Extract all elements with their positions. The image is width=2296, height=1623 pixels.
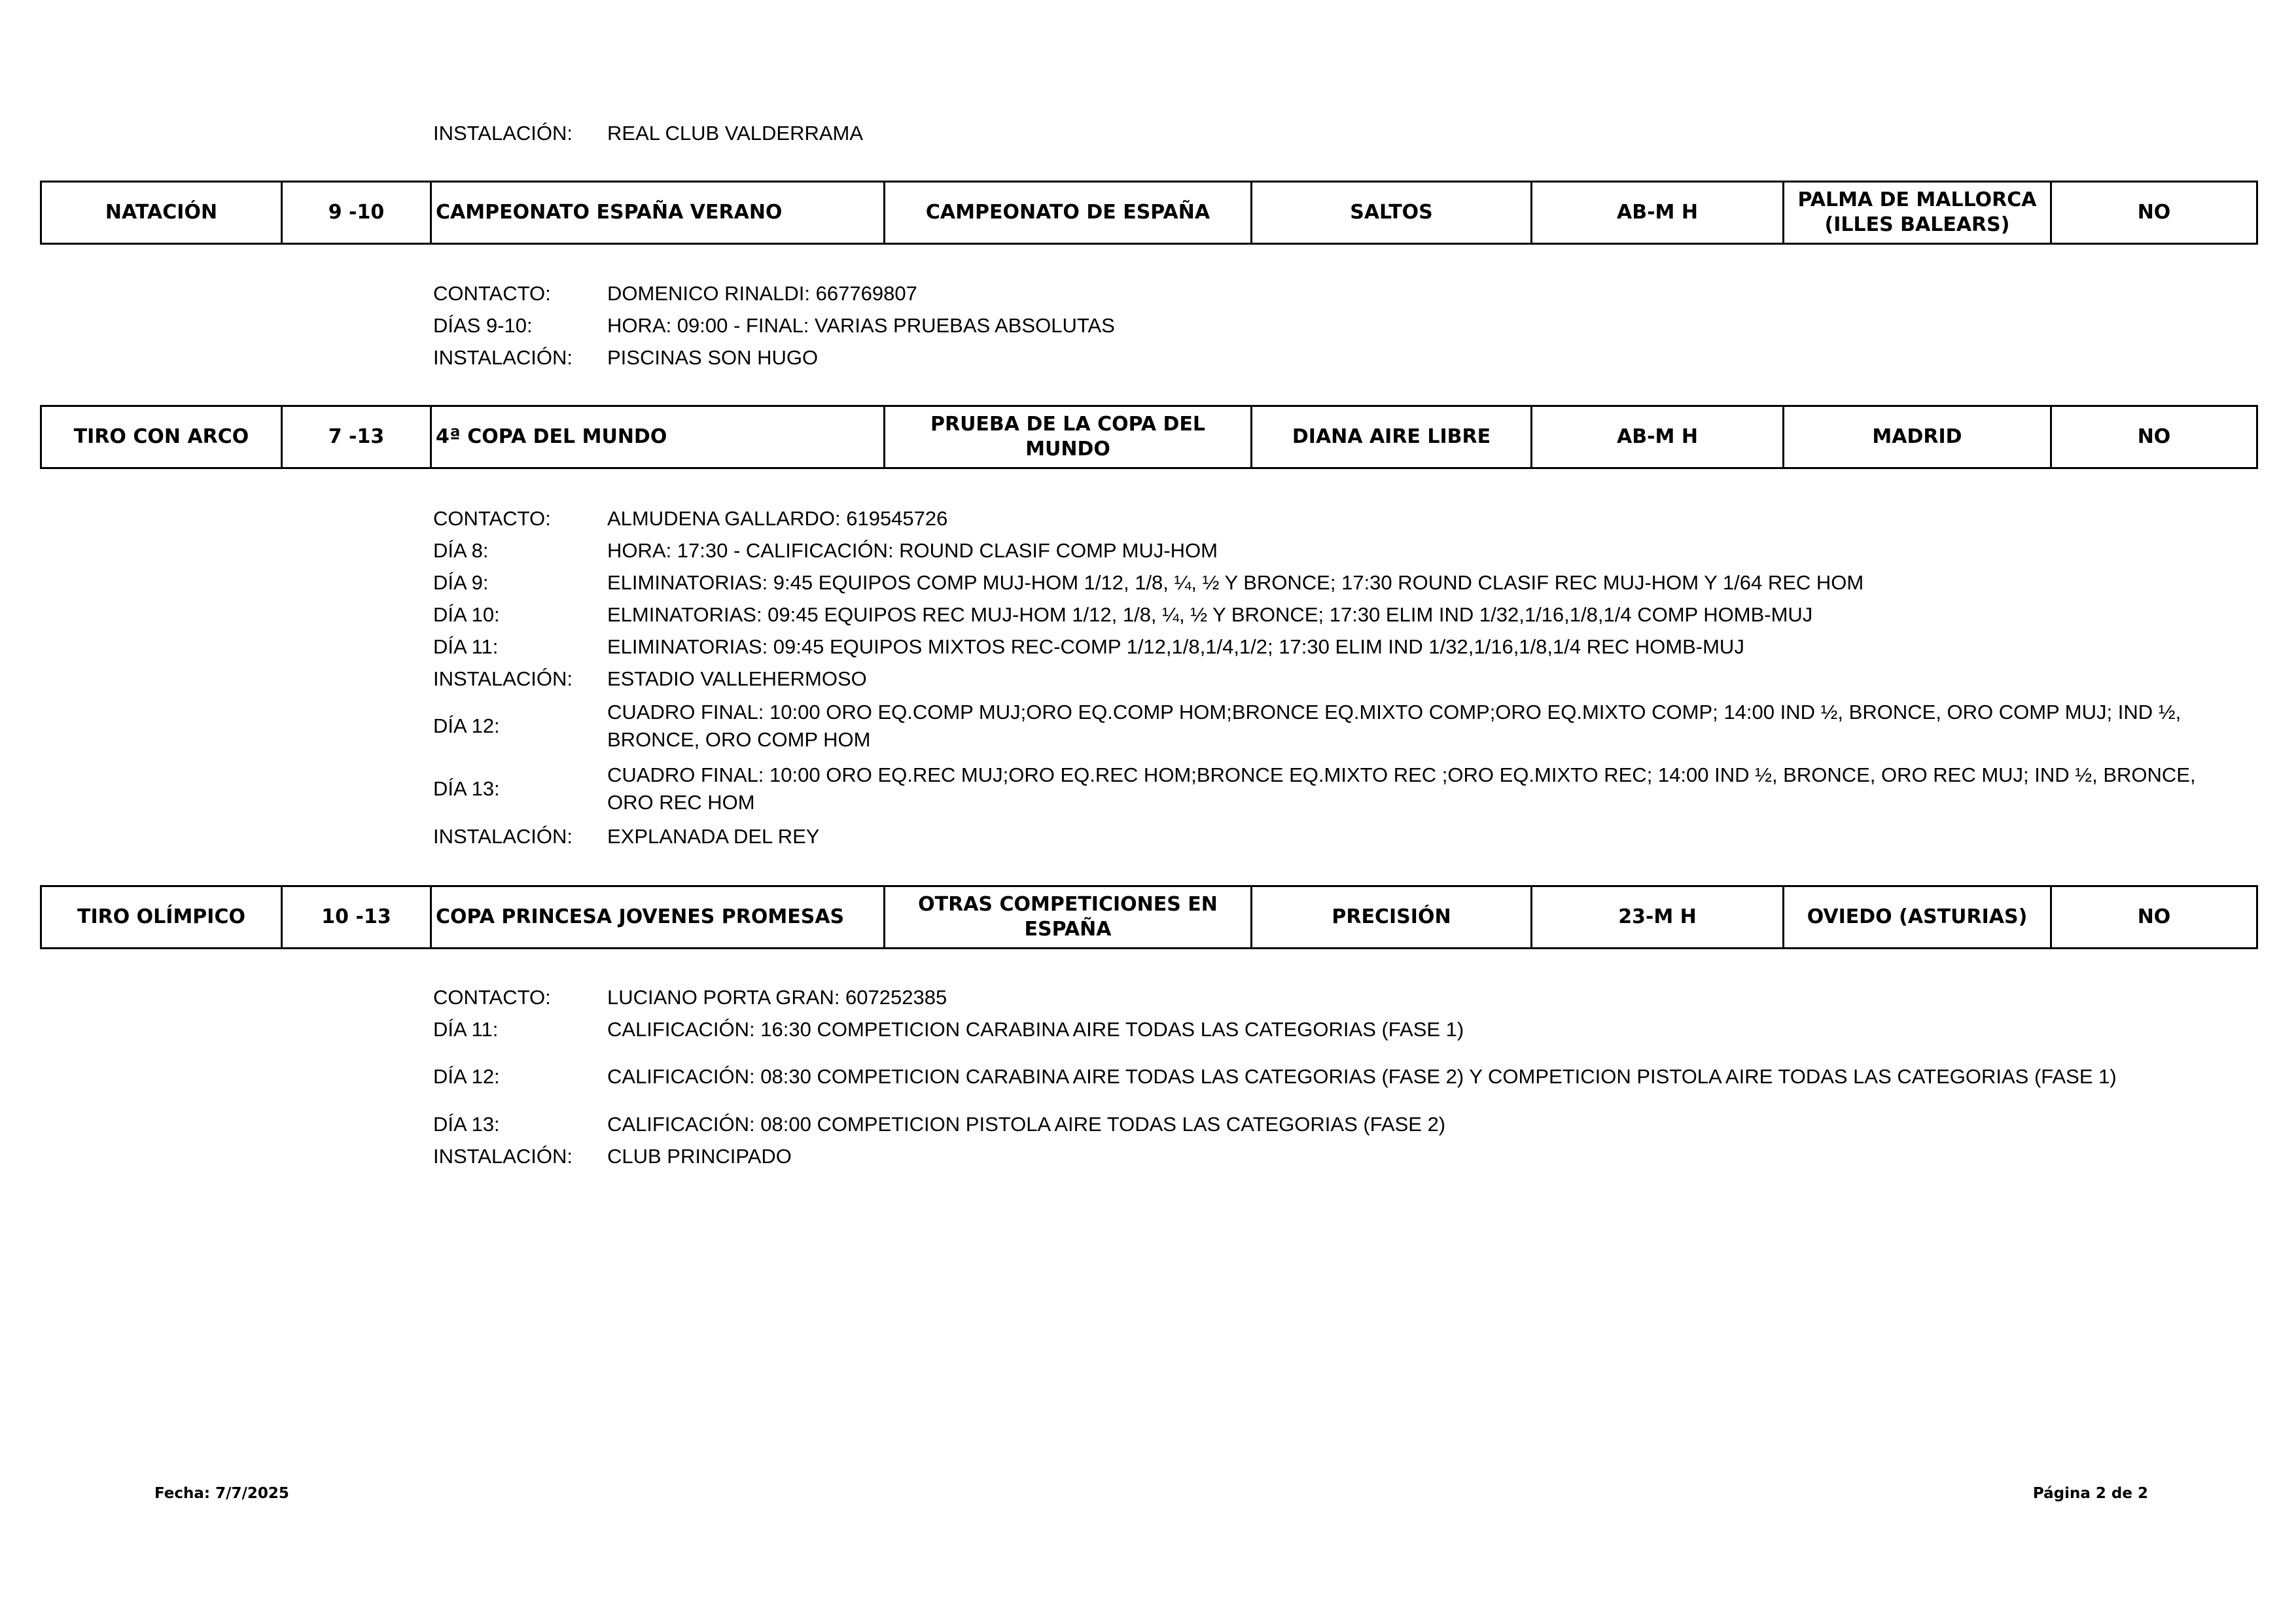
detail-row <box>433 341 2223 374</box>
detail-label: DÍA 12: <box>433 1065 500 1088</box>
event-discipline: PRECISIÓN <box>1252 886 1532 949</box>
event-type: CAMPEONATO DE ESPAÑA <box>885 182 1252 244</box>
event-category: 23-M H <box>1532 886 1784 949</box>
detail-label: CONTACTO: <box>433 506 551 530</box>
event-location: OVIEDO (ASTURIAS) <box>1784 886 2051 949</box>
event-name: COPA PRINCESA JOVENES PROMESAS <box>431 886 885 949</box>
detail-value: ELMINATORIAS: 09:45 EQUIPOS REC MUJ-HOM 1/12, 1/8, ¼, ½ Y BRONCE; 17:30 ELIM IND 1/32,1/16,1/8,1/4 COMP HOMB-MUJ <box>607 602 1813 626</box>
detail-value: CLUB PRINCIPADO <box>607 1144 792 1168</box>
detail-value: CALIFICACIÓN: 08:00 COMPETICION PISTOLA AIRE TODAS LAS CATEGORIAS (FASE 2) <box>607 1112 1446 1136</box>
detail-row <box>433 758 2223 820</box>
detail-label: DÍA 12: <box>433 714 500 737</box>
detail-value: ALMUDENA GALLARDO: 619545726 <box>607 506 948 530</box>
event-sport: TIRO CON ARCO <box>41 406 282 468</box>
event-location: MADRID <box>1784 406 2051 468</box>
detail-label: INSTALACIÓN: <box>433 667 573 690</box>
detail-label: INSTALACIÓN: <box>433 121 573 145</box>
detail-value: REAL CLUB VALDERRAMA <box>607 121 864 145</box>
detail-row <box>433 309 2223 341</box>
detail-value: HORA: 17:30 - CALIFICACIÓN: ROUND CLASIF COMP MUJ-HOM <box>607 538 1218 562</box>
event-days: 9 -10 <box>282 182 431 244</box>
event-details-natacion <box>433 277 2223 374</box>
footer-page-number: Página 2 de 2 <box>2032 1485 2148 1502</box>
event-details-tiro-olimpico <box>433 981 2223 1172</box>
detail-label: DÍA 11: <box>433 1017 499 1041</box>
detail-label: DÍAS 9-10: <box>433 313 533 337</box>
event-category: AB-M H <box>1532 406 1784 468</box>
event-days: 7 -13 <box>282 406 431 468</box>
event-category: AB-M H <box>1532 182 1784 244</box>
event-type: PRUEBA DE LA COPA DEL MUNDO <box>885 406 1252 468</box>
detail-row <box>433 695 2223 758</box>
event-flag: NO <box>2051 406 2257 468</box>
detail-value: CUADRO FINAL: 10:00 ORO EQ.REC MUJ;ORO EQ.REC HOM;BRONCE EQ.MIXTO REC ;ORO EQ.MIXTO REC; 14:00 IND ½, BRONCE, ORO REC MUJ; IND ½, BRONCE, ORO REC HOM <box>607 763 2196 814</box>
detail-label: INSTALACIÓN: <box>433 345 573 369</box>
detail-label: DÍA 13: <box>433 777 500 800</box>
top-detail-block <box>433 117 2223 149</box>
detail-label: DÍA 9: <box>433 570 489 594</box>
event-flag: NO <box>2051 886 2257 949</box>
detail-label: CONTACTO: <box>433 985 551 1009</box>
detail-row <box>433 1045 2223 1108</box>
detail-value: CALIFICACIÓN: 16:30 COMPETICION CARABINA AIRE TODAS LAS CATEGORIAS (FASE 1) <box>607 1017 1464 1041</box>
detail-row <box>433 820 2223 852</box>
detail-row <box>433 1108 2223 1140</box>
detail-label: DÍA 13: <box>433 1112 500 1136</box>
detail-value: HORA: 09:00 - FINAL: VARIAS PRUEBAS ABSOLUTAS <box>607 313 1115 337</box>
detail-row <box>433 277 2223 309</box>
detail-row <box>433 1013 2223 1045</box>
event-discipline: SALTOS <box>1252 182 1532 244</box>
detail-label: CONTACTO: <box>433 281 551 305</box>
detail-value: LUCIANO PORTA GRAN: 607252385 <box>607 985 947 1009</box>
detail-label: DÍA 8: <box>433 538 489 562</box>
event-name: CAMPEONATO ESPAÑA VERANO <box>431 182 885 244</box>
detail-row <box>433 117 2223 149</box>
detail-row <box>433 631 2223 663</box>
detail-value: ELIMINATORIAS: 9:45 EQUIPOS COMP MUJ-HOM 1/12, 1/8, ¼, ½ Y BRONCE; 17:30 ROUND CLASIF REC MUJ-HOM Y 1/64 REC HOM <box>607 570 1864 594</box>
detail-value: ELIMINATORIAS: 09:45 EQUIPOS MIXTOS REC-COMP 1/12,1/8,1/4,1/2; 17:30 ELIM IND 1/32,1/16,1/8,1/4 REC HOMB-MUJ <box>607 635 1744 658</box>
event-row-tiro-olimpico <box>40 885 2258 949</box>
detail-value: ESTADIO VALLEHERMOSO <box>607 667 867 690</box>
detail-label: INSTALACIÓN: <box>433 1144 573 1168</box>
event-days: 10 -13 <box>282 886 431 949</box>
footer-date: Fecha: 7/7/2025 <box>154 1485 289 1502</box>
detail-row <box>433 502 2223 534</box>
detail-value: DOMENICO RINALDI: 667769807 <box>607 281 917 305</box>
detail-row <box>433 981 2223 1013</box>
detail-row <box>433 599 2223 631</box>
detail-value: CUADRO FINAL: 10:00 ORO EQ.COMP MUJ;ORO EQ.COMP HOM;BRONCE EQ.MIXTO COMP;ORO EQ.MIXTO COMP; 14:00 IND ½, BRONCE, ORO COMP MUJ; IND ½, BRONCE, ORO COMP HOM <box>607 701 2181 751</box>
event-type: OTRAS COMPETICIONES EN ESPAÑA <box>885 886 1252 949</box>
detail-value: EXPLANADA DEL REY <box>607 824 820 848</box>
event-location: PALMA DE MALLORCA (ILLES BALEARS) <box>1784 182 2051 244</box>
detail-label: DÍA 10: <box>433 602 500 626</box>
event-flag: NO <box>2051 182 2257 244</box>
detail-value: PISCINAS SON HUGO <box>607 345 819 369</box>
detail-row <box>433 534 2223 567</box>
event-sport: NATACIÓN <box>41 182 282 244</box>
detail-row <box>433 663 2223 695</box>
detail-label: INSTALACIÓN: <box>433 824 573 848</box>
event-row-tiro-con-arco <box>40 405 2258 469</box>
event-details-tiro-con-arco <box>433 502 2223 852</box>
detail-row <box>433 1140 2223 1172</box>
event-row-natacion <box>40 181 2258 245</box>
detail-value: CALIFICACIÓN: 08:30 COMPETICION CARABINA AIRE TODAS LAS CATEGORIAS (FASE 2) Y COMPETICION PISTOLA AIRE TODAS LAS CATEGORIAS (FASE 1) <box>607 1065 2117 1088</box>
event-name: 4ª COPA DEL MUNDO <box>431 406 885 468</box>
detail-row <box>433 567 2223 599</box>
detail-label: DÍA 11: <box>433 635 499 658</box>
event-sport: TIRO OLÍMPICO <box>41 886 282 949</box>
event-discipline: DIANA AIRE LIBRE <box>1252 406 1532 468</box>
